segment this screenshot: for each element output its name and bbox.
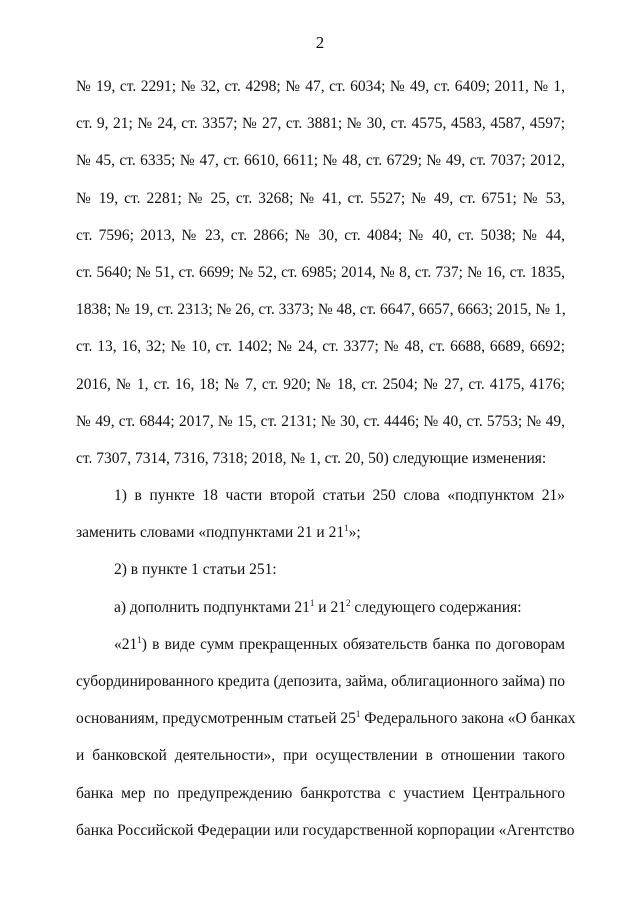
paragraph-first-line: 2) в пункте 1 статьи 251: bbox=[114, 561, 277, 579]
text-segment: ) в виде сумм прекращенных обязательств банка по договорам bbox=[141, 635, 565, 653]
superscript: 1 bbox=[137, 634, 142, 645]
paragraph-first-line bbox=[76, 589, 565, 626]
text-line: ст. 7596; 2013, № 23, ст. 2866; № 30, ст. 4084; № 40, ст. 5038; № 44, bbox=[76, 226, 565, 244]
paragraph-first-line: 1) в пункте 18 части второй статьи 250 слова «подпунктом 21» bbox=[114, 487, 565, 505]
text-line: № 45, ст. 6335; № 47, ст. 6610, 6611; № 48, ст. 6729; № 49, ст. 7037; 2012, bbox=[76, 152, 565, 170]
text-segment: а) дополнить подпунктами 21 bbox=[114, 598, 310, 616]
text-segment: »; bbox=[348, 524, 361, 542]
text-line: ст. 5640; № 51, ст. 6699; № 52, ст. 6985; 2014, № 8, ст. 737; № 16, ст. 1835, bbox=[76, 263, 565, 281]
text-line: ст. 7307, 7314, 7316, 7318; 2018, № 1, ст. 20, 50) следующие изменения: bbox=[76, 449, 547, 467]
text-line: банка Российской Федерации или государственной корпорации «Агентство bbox=[76, 821, 575, 839]
superscript: 1 bbox=[309, 597, 315, 608]
text-line: 2016, № 1, ст. 16, 18; № 7, ст. 920; № 18, ст. 2504; № 27, ст. 4175, 4176; bbox=[76, 375, 565, 393]
text-segment: Федерального закона «О банках bbox=[360, 710, 576, 728]
text-segment: заменить словами «подпунктами 21 и 21 bbox=[76, 524, 345, 542]
text-segment: основаниям, предусмотренным статьей 25 bbox=[76, 710, 356, 728]
text-line: № 19, ст. 2281; № 25, ст. 3268; № 41, ст. 5527; № 49, ст. 6751; № 53, bbox=[76, 189, 565, 207]
text-line: субординированного кредита (депозита, займа, облигационного займа) по bbox=[76, 673, 565, 690]
text-line: № 49, ст. 6844; 2017, № 15, ст. 2131; № 30, ст. 4446; № 40, ст. 5753; № 49, bbox=[76, 412, 565, 430]
text-line bbox=[76, 700, 576, 737]
paragraph-first-line bbox=[76, 626, 565, 663]
text-line bbox=[76, 514, 565, 551]
text-segment: и 21 bbox=[314, 598, 346, 616]
text-line: ст. 13, 16, 32; № 10, ст. 1402; № 24, ст. 3377; № 48, ст. 6688, 6689, 6692; bbox=[76, 338, 565, 356]
text-line: 1838; № 19, ст. 2313; № 26, ст. 3373; № 48, ст. 6647, 6657, 6663; 2015, № 1, bbox=[76, 301, 566, 319]
superscript: 2 bbox=[345, 597, 351, 608]
text-line: и банковской деятельности», при осуществлении в отношении такого bbox=[76, 747, 565, 765]
superscript: 1 bbox=[355, 709, 361, 720]
text-line: банка мер по предупреждению банкротства с участием Центрального bbox=[76, 784, 565, 802]
page-number: 2 bbox=[315, 33, 325, 52]
superscript: 1 bbox=[344, 523, 349, 534]
text-segment: «21 bbox=[114, 635, 138, 653]
text-line: № 19, ст. 2291; № 32, ст. 4298; № 47, ст. 6034; № 49, ст. 6409; 2011, № 1, bbox=[76, 78, 565, 95]
text-line: ст. 9, 21; № 24, ст. 3357; № 27, ст. 3881; № 30, ст. 4575, 4583, 4587, 4597; bbox=[76, 115, 565, 133]
text-segment: следующего содержания: bbox=[350, 598, 522, 616]
body-text bbox=[76, 68, 576, 849]
